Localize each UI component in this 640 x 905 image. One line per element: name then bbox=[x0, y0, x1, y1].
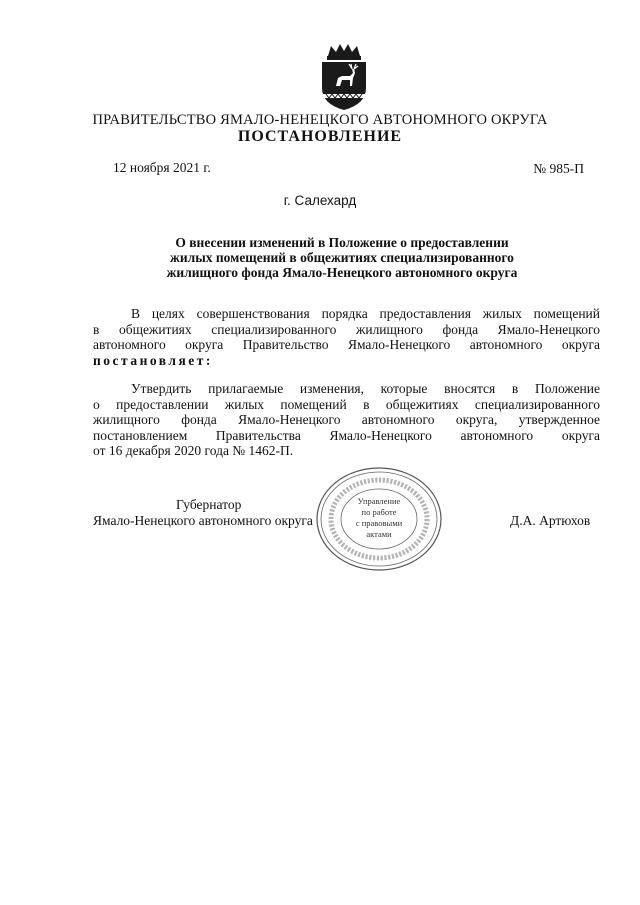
subject-line: жилых помещений в общежитиях специализированного bbox=[170, 250, 514, 265]
stamp-text: актами bbox=[366, 529, 392, 539]
paragraph-line: о предоставлении жилых помещений в общежитиях специализированного bbox=[93, 396, 600, 412]
document-type: ПОСТАНОВЛЕНИЕ bbox=[237, 128, 403, 145]
stamp-text: Управление bbox=[357, 496, 401, 506]
paragraph-line: Утвердить прилагаемые изменения, которые вносятся в Положение bbox=[131, 381, 600, 396]
subject-line: О внесении изменений в Положение о предоставлении bbox=[175, 235, 509, 250]
signatory-title: Губернатор bbox=[176, 497, 242, 512]
signatory-organization: Ямало-Ненецкого автономного округа bbox=[93, 513, 313, 528]
signatory-name: Д.А. Артюхов bbox=[510, 513, 591, 528]
paragraph-line: от 16 декабря 2020 года № 1462-П. bbox=[93, 443, 294, 458]
subject-line: жилищного фонда Ямало-Ненецкого автономного округа bbox=[166, 265, 518, 280]
paragraph-line: В целях совершенствования порядка предоставления жилых помещений bbox=[131, 306, 600, 321]
body-paragraph-preamble bbox=[93, 306, 600, 368]
paragraph-line: в общежитиях специализированного жилищного фонда Ямало-Ненецкого bbox=[93, 321, 600, 337]
document-date: 12 ноября 2021 г. bbox=[113, 160, 211, 175]
document-number: № 985-П bbox=[533, 161, 584, 176]
yamal-coat-of-arms-icon bbox=[314, 42, 374, 112]
stamp-text: с правовыми bbox=[355, 518, 403, 528]
official-stamp-icon bbox=[315, 466, 443, 572]
government-name: ПРАВИТЕЛЬСТВО ЯМАЛО-НЕНЕЦКОГО АВТОНОМНОГО ОКРУГА bbox=[92, 112, 548, 128]
document-subject bbox=[90, 235, 594, 280]
stamp-text: по работе bbox=[361, 507, 397, 517]
body-paragraph-resolution bbox=[93, 381, 600, 459]
paragraph-line: жилищного фонда Ямало-Ненецкого автономного округа, утвержденное bbox=[93, 412, 600, 427]
decree-keyword: постановляет: bbox=[93, 352, 213, 368]
document-city: г. Салехард bbox=[283, 193, 357, 208]
paragraph-line: постановлением Правительства Ямало-Ненецкого автономного округа bbox=[93, 427, 600, 443]
paragraph-line: автономного округа Правительство Ямало-Ненецкого автономного округа bbox=[93, 337, 600, 352]
